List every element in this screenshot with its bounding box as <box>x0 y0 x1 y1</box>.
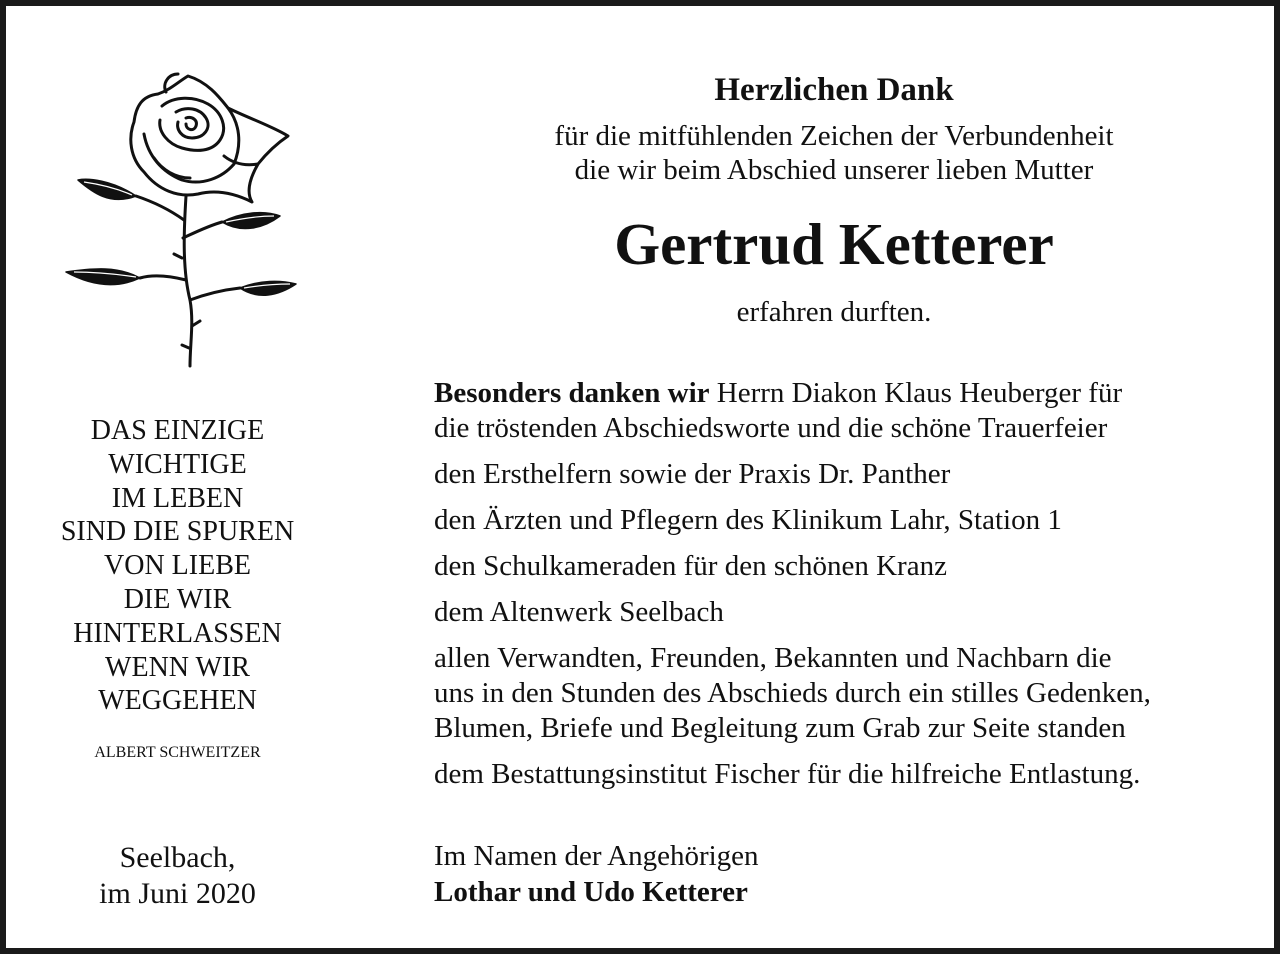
thanks-line: den Ärzten und Pflegern des Klinikum Lahr, Station 1 <box>434 504 1062 536</box>
thanks-list <box>434 376 1254 803</box>
thanks-line: uns in den Stunden des Abschieds durch ein stilles Gedenken, <box>434 677 1151 709</box>
rose-icon <box>58 68 328 368</box>
thanks-line: allen Verwandten, Freunden, Bekannten und Nachbarn die <box>434 642 1112 674</box>
place: Seelbach, <box>119 841 236 874</box>
thanks-line: dem Altenwerk Seelbach <box>434 596 724 628</box>
thanks-lead <box>434 376 1254 411</box>
intro-line: für die mitfühlenden Zeichen der Verbundenheit <box>554 120 1114 152</box>
signature-intro: Im Namen der Angehörigen <box>434 840 759 872</box>
thanks-line: den Ersthelfern sowie der Praxis Dr. Panther <box>434 458 951 490</box>
quote-author: ALBERT SCHWEITZER <box>94 744 261 761</box>
intro-line: die wir beim Abschied unserer lieben Mutter <box>574 153 1094 186</box>
thanks-line: dem Bestattungsinstitut Fischer für die hilfreiche Entlastung. <box>434 758 1141 790</box>
thanks-lead-rest: Herrn Diakon Klaus Heuberger für <box>709 377 1123 409</box>
date: im Juni 2020 <box>99 877 256 910</box>
quote-line: WICHTIGE <box>108 448 247 480</box>
intro <box>434 120 1234 187</box>
thanks-lead-bold: Besonders danken wir <box>434 377 710 409</box>
experienced-line: erfahren durften. <box>736 296 932 328</box>
thanks-line: Blumen, Briefe und Begleitung zum Grab zur Seite standen <box>434 712 1126 744</box>
quote-line: HINTERLASSEN <box>73 617 282 649</box>
place-date <box>36 840 319 912</box>
signature <box>434 838 759 910</box>
heading: Herzlichen Dank <box>714 72 954 108</box>
thanks-line: die tröstenden Abschiedsworte und die schöne Trauerfeier <box>434 412 1108 444</box>
quote-line: DAS EINZIGE <box>90 415 265 446</box>
thanks-line: den Schulkameraden für den schönen Kranz <box>434 550 947 582</box>
quote-line: IM LEBEN <box>111 482 244 514</box>
quote-line: DIE WIR <box>123 583 232 615</box>
quote-line: VON LIEBE <box>104 550 251 582</box>
deceased-name: Gertrud Ketterer <box>614 211 1054 277</box>
quote-line: WENN WIR <box>105 651 250 683</box>
quote-line: WEGGEHEN <box>98 685 257 717</box>
quote <box>36 414 319 718</box>
quote-line: SIND DIE SPUREN <box>60 516 295 548</box>
signature-names: Lothar und Udo Ketterer <box>434 876 748 908</box>
